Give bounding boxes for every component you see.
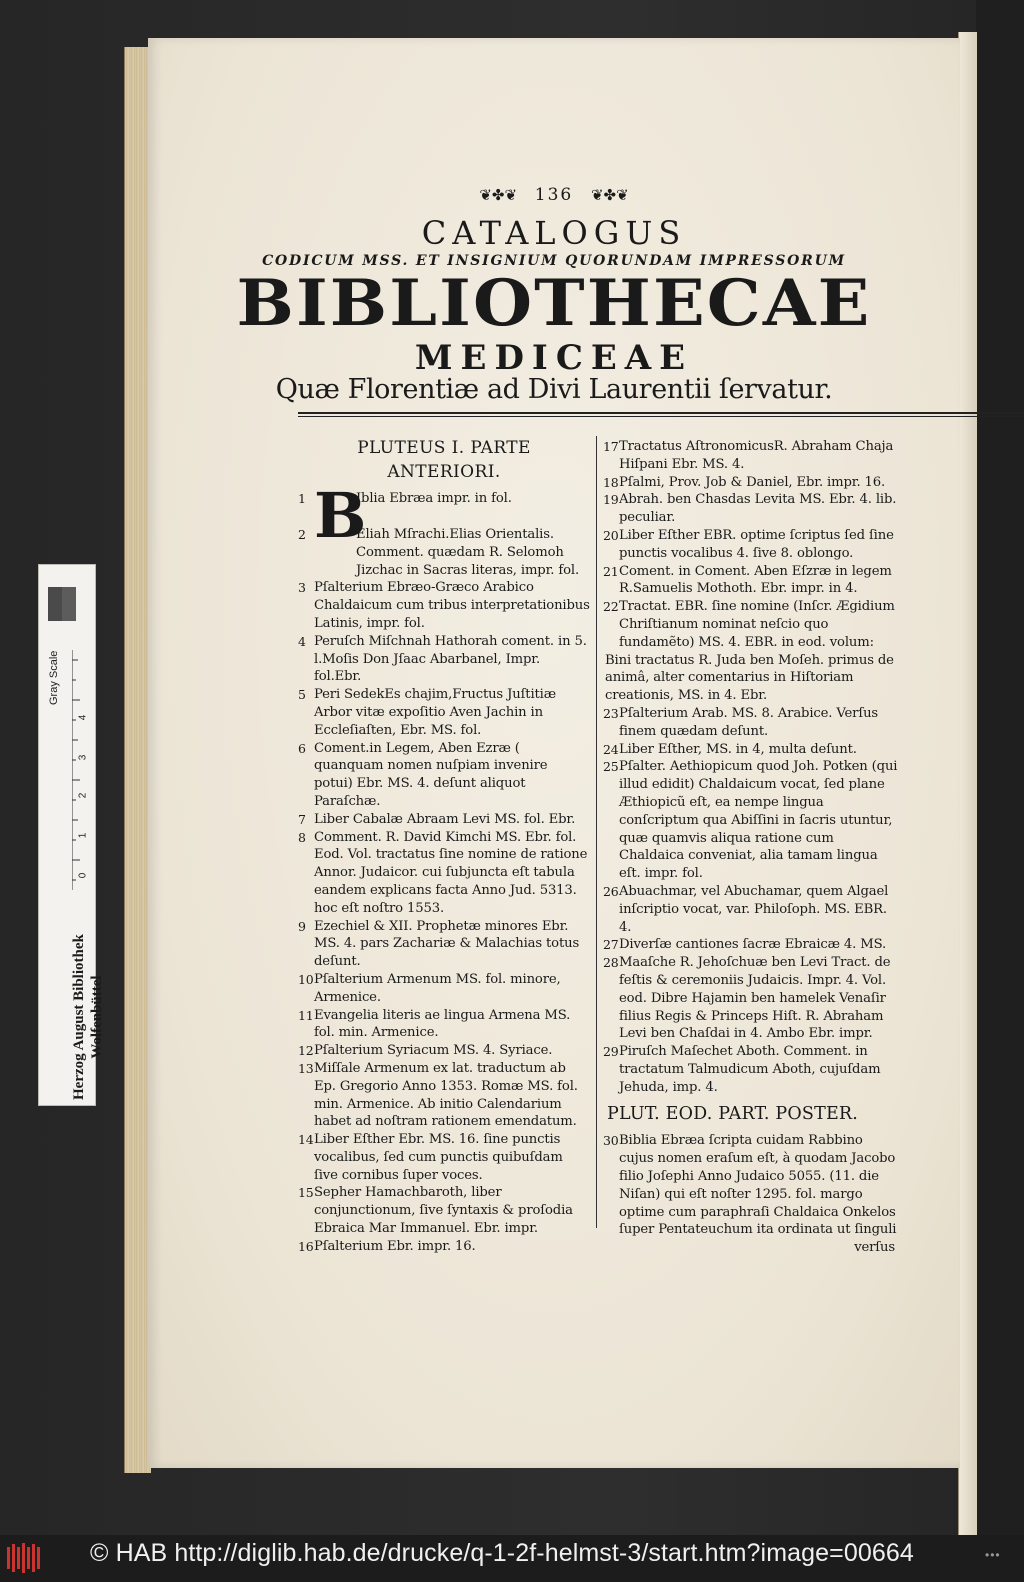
entry-number: 1 <box>298 491 306 506</box>
list-item <box>603 474 899 492</box>
entry-number: 12 <box>298 1043 314 1059</box>
entry-text: Evangelia literis ae lingua Armena MS. fol. min. Armenice. <box>314 1007 571 1041</box>
entry-text: Pſalterium Ebr. impr. 16. <box>314 1238 476 1254</box>
entry-text: Diverſæ cantiones ſacræ Ebraicæ 4. MS. <box>619 937 887 953</box>
list-item <box>603 954 899 1043</box>
page-number: 136 <box>534 185 574 205</box>
entry-text: Pſalterium Syriacum MS. 4. Syriace. <box>314 1043 553 1059</box>
entry-number: 11 <box>298 1007 314 1023</box>
title-mediceae: MEDICEAE <box>414 338 694 378</box>
entry-text: Peruſch Miſchnah Hathorah coment. in 5. l.Moſis Don Jſaac Abarbanel, Impr. fol.Ebr. <box>314 633 587 685</box>
more-dots-icon[interactable]: ••• <box>985 1548 1001 1562</box>
entry-text: Ezechiel & XII. Prophetæ minores Ebr. MS. 4. pars Zachariæ & Malachias totus deſunt. <box>314 918 580 970</box>
list-item <box>298 686 590 739</box>
entry-number: 26 <box>603 883 619 899</box>
list-item <box>603 563 899 599</box>
header-rule-thin <box>298 416 1024 417</box>
entry-text: Liber Eſther Ebr. MS. 16. ſine punctis vocalibus, ſed cum punctis quibuſdam ſive cornibus ſuper voces. <box>314 1132 563 1183</box>
list-item <box>298 829 590 918</box>
list-item <box>603 491 899 527</box>
entry-text: Biblia Ebræa ſcripta cuidam Rabbino cujus nomen eraſum eſt, à quodam Jacobo filio Joſephi Anno Judaico 5055. (11. die Niſan) qui eſt noſter 1295. fol. margo optime cum paraphraſi Chaldaica Onkelos ſuper Pentateuchum ita ordinata ut ſinguli <box>619 1133 897 1238</box>
list-item <box>603 705 899 741</box>
entry-text: Maaſche R. Jehoſchuæ ben Levi Tract. de feſtis & ceremoniis Judaicis. Impr. 4. Vol. eod. Dibre Hajamin ben hamelek Venaſir filius Regis & Princeps Hiſt. R. Abraham Levi ben Chaſdai in 4. Ambo Ebr. impr. <box>619 955 891 1042</box>
list-item <box>298 526 590 579</box>
entry-text: Pſalterium Armenum MS. fol. minore, Armenice. <box>314 971 561 1005</box>
entry-number: 3 <box>298 580 306 596</box>
list-item <box>603 1132 899 1239</box>
list-item <box>603 1043 899 1096</box>
list-item <box>298 971 590 1007</box>
list-item <box>298 579 590 632</box>
entry-number: 14 <box>298 1132 314 1148</box>
entry-text: Liber Eſther EBR. optime ſcriptus ſed ſine punctis vocalibus 4. ſive 8. oblongo. <box>619 527 894 561</box>
list-item <box>603 936 899 954</box>
ruler-scale-icon <box>72 650 89 890</box>
entry-number: 20 <box>603 527 619 543</box>
entry-text: Piruſch Maſechet Aboth. Comment. in tractatum Talmudicum Aboth, cujuſdam Jehuda, imp. 4. <box>619 1044 881 1095</box>
list-item <box>603 527 899 563</box>
stacked-page-edges <box>124 47 151 1473</box>
right-dark-margin <box>976 0 1024 1535</box>
entry-text: Coment.in Legem, Aben Ezræ ( quanquam nomen nuſpiam invenire potui) Ebr. MS. 4. deſunt aliquot Paraſchæ. <box>314 740 548 809</box>
entry-text: Miſſale Armenum ex lat. traductum ab Ep. Gregorio Anno 1353. Romæ MS. fol. min. Armenice. Ab initio Calendarium habet ad noſtram rationem emendatum. <box>314 1060 578 1130</box>
list-item <box>298 740 590 811</box>
page-number-row <box>148 184 960 205</box>
library-name-label <box>70 934 106 1100</box>
entry-number: 4 <box>298 633 306 649</box>
entry-number: 6 <box>298 740 306 756</box>
list-item <box>298 1131 590 1184</box>
ruler-number: 0 <box>77 872 89 879</box>
ruler-number: 3 <box>77 754 89 761</box>
entry-number: 28 <box>603 955 619 971</box>
list-item <box>298 918 590 971</box>
title-subtitle: CODICUM MSS. ET INSIGNIUM QUORUNDAM IMPRESSORUM <box>262 253 846 269</box>
entry-text: Tractat. EBR. ſine nomine (Inſcr. Ægidium Chriſtianum nominat neſcio quo fundamẽto) MS. 4. EBR. in eod. volum: <box>619 599 895 650</box>
entry-number: 13 <box>298 1060 314 1076</box>
entry-number: 24 <box>603 741 619 757</box>
ruler-number: 4 <box>77 714 89 721</box>
section-heading-pluteus: PLUTEUS I. PARTE ANTERIORI. <box>357 438 531 482</box>
entry-text: Peri SedekEs chajim,Fructus Juſtitiæ Arbor vitæ expoſitio Aven Jachin in Eccleſiaſten, Ebr. MS. fol. <box>314 687 556 738</box>
entry-number: 22 <box>603 599 619 615</box>
entry-number: 17 <box>603 439 619 454</box>
section-heading-posterior: PLUT. EOD. PART. POSTER. <box>607 1104 859 1125</box>
entry-text: Iblia Ebræa impr. in fol. <box>356 491 512 506</box>
bini-tractatus-line: Bini tractatus R. Juda ben Moſeh. primus de animâ, alter comentarius in Hiſtoriam creationis, MS. in 4. Ebr. <box>605 652 894 704</box>
entry-number: 2 <box>298 527 306 542</box>
book-page <box>148 38 960 1468</box>
entry-number: 25 <box>603 759 619 775</box>
header-rule-thick <box>298 412 1024 414</box>
list-item <box>603 438 899 474</box>
entry-number: 9 <box>298 918 306 934</box>
list-item <box>298 633 590 686</box>
entry-number: 16 <box>298 1238 314 1254</box>
list-item <box>298 479 590 552</box>
left-ornament-icon: ❦✤❦ <box>479 186 518 204</box>
entry-number: 19 <box>603 492 619 508</box>
list-item <box>603 758 899 883</box>
title-quae-line: Quæ Florentiæ ad Divi Laurentii ſervatur. <box>275 374 833 405</box>
entry-number: 21 <box>603 563 619 579</box>
entry-text: Pſalter. Aethiopicum quod Joh. Potken (qui illud edidit) Chaldaicum vocat, ſed plane Æthiopicũ eſt, ea nempe lingua conſcriptum qua Abiſſini in ſacris utuntur, quæ quamvis aliqua ratione cum Chaldaica conveniat, alia tamam lingua eſt. impr. fol. <box>619 759 898 882</box>
entry-number: 18 <box>603 474 619 490</box>
dark-gray-patch-icon <box>48 587 62 621</box>
gray-scale-label: Gray Scale <box>48 650 60 705</box>
library-name-line2: Wolfenbüttel <box>89 975 105 1059</box>
entry-text: Tractatus AſtronomicusR. Abraham Chaja Hiſpani Ebr. MS. 4. <box>619 439 894 472</box>
left-column <box>298 436 590 1256</box>
column-divider <box>596 436 597 1228</box>
entry-text: Liber Cabalæ Abraam Levi MS. fol. Ebr. <box>314 811 576 827</box>
library-name-line1: Herzog August Bibliothek <box>71 934 87 1100</box>
list-item <box>298 1184 590 1237</box>
right-ornament-icon: ❦✤❦ <box>590 186 629 204</box>
list-item <box>603 883 899 936</box>
entry-text: Liber Eſther, MS. in 4, multa deſunt. <box>619 741 857 757</box>
facing-page-edge <box>958 32 977 1535</box>
list-item <box>298 811 590 829</box>
list-item <box>603 598 899 651</box>
list-item <box>298 1042 590 1060</box>
entry-text: Sepher Hamachbaroth, liber conjunctionum, ſive ſyntaxis & proſodia Ebraica Mar Immanuel. Ebr. impr. <box>314 1185 573 1237</box>
entry-number: 29 <box>603 1044 619 1060</box>
entry-text: Pſalterium Ebræo-Græco Arabico Chaldaicum cum tribus interpretationibus Latinis, impr. fol. <box>314 580 590 631</box>
entry-number: 10 <box>298 971 314 987</box>
entry-text: Coment. in Coment. Aben Eſzræ in legem R.Samuelis Mothoth. Ebr. impr. in 4. <box>619 563 892 597</box>
entry-text: Pſalmi, Prov. Job & Daniel, Ebr. impr. 16. <box>619 474 886 490</box>
entry-text: Eliah Mſrachi.Elias Orientalis. Comment. quædam R. Selomoh Jizchac in Sacras literas, impr. fol. <box>356 527 580 578</box>
list-item <box>298 1007 590 1043</box>
catchword: verſus <box>854 1240 895 1256</box>
entry-number: 7 <box>298 811 306 827</box>
entry-number: 30 <box>603 1133 619 1149</box>
entry-number: 15 <box>298 1185 314 1201</box>
entry-text: Comment. R. David Kimchi MS. Ebr. fol. Eod. Vol. tractatus ſine nomine de ratione Annor. Judaicor. cui ſubjuncta eſt tabula eandem explicans facta Anno Jud. 5313. hoc eſt noſtro 1553. <box>314 829 588 916</box>
entry-number: 8 <box>298 829 306 845</box>
list-item <box>298 1238 590 1256</box>
title-catalogus: CATALOGUS <box>421 214 687 252</box>
entry-number: 23 <box>603 705 619 721</box>
right-column <box>603 438 899 1257</box>
drop-cap: B <box>314 479 367 552</box>
list-item <box>298 1060 590 1131</box>
copyright-url-text[interactable]: © HAB http://diglib.hab.de/drucke/q-1-2f-helmst-3/start.htm?image=00664 <box>90 1539 914 1567</box>
entry-number: 27 <box>603 937 619 953</box>
entry-text: Abuachmar, vel Abuchamar, quem Algael inſcriptio vocat, var. Philoſoph. MS. EBR. 4. <box>619 883 889 935</box>
hab-logo-icon <box>6 1541 44 1575</box>
list-item <box>603 741 899 759</box>
entry-text: Abrah. ben Chasdas Levita MS. Ebr. 4. lib. peculiar. <box>619 492 897 526</box>
entry-number: 5 <box>298 687 306 703</box>
ruler-number: 2 <box>77 792 89 799</box>
ruler-number: 1 <box>77 832 89 839</box>
title-bibliothecae: BIBLIOTHECAE <box>236 266 872 341</box>
entry-text: Pſalterium Arab. MS. 8. Arabice. Verſus finem quædam deſunt. <box>619 705 879 739</box>
